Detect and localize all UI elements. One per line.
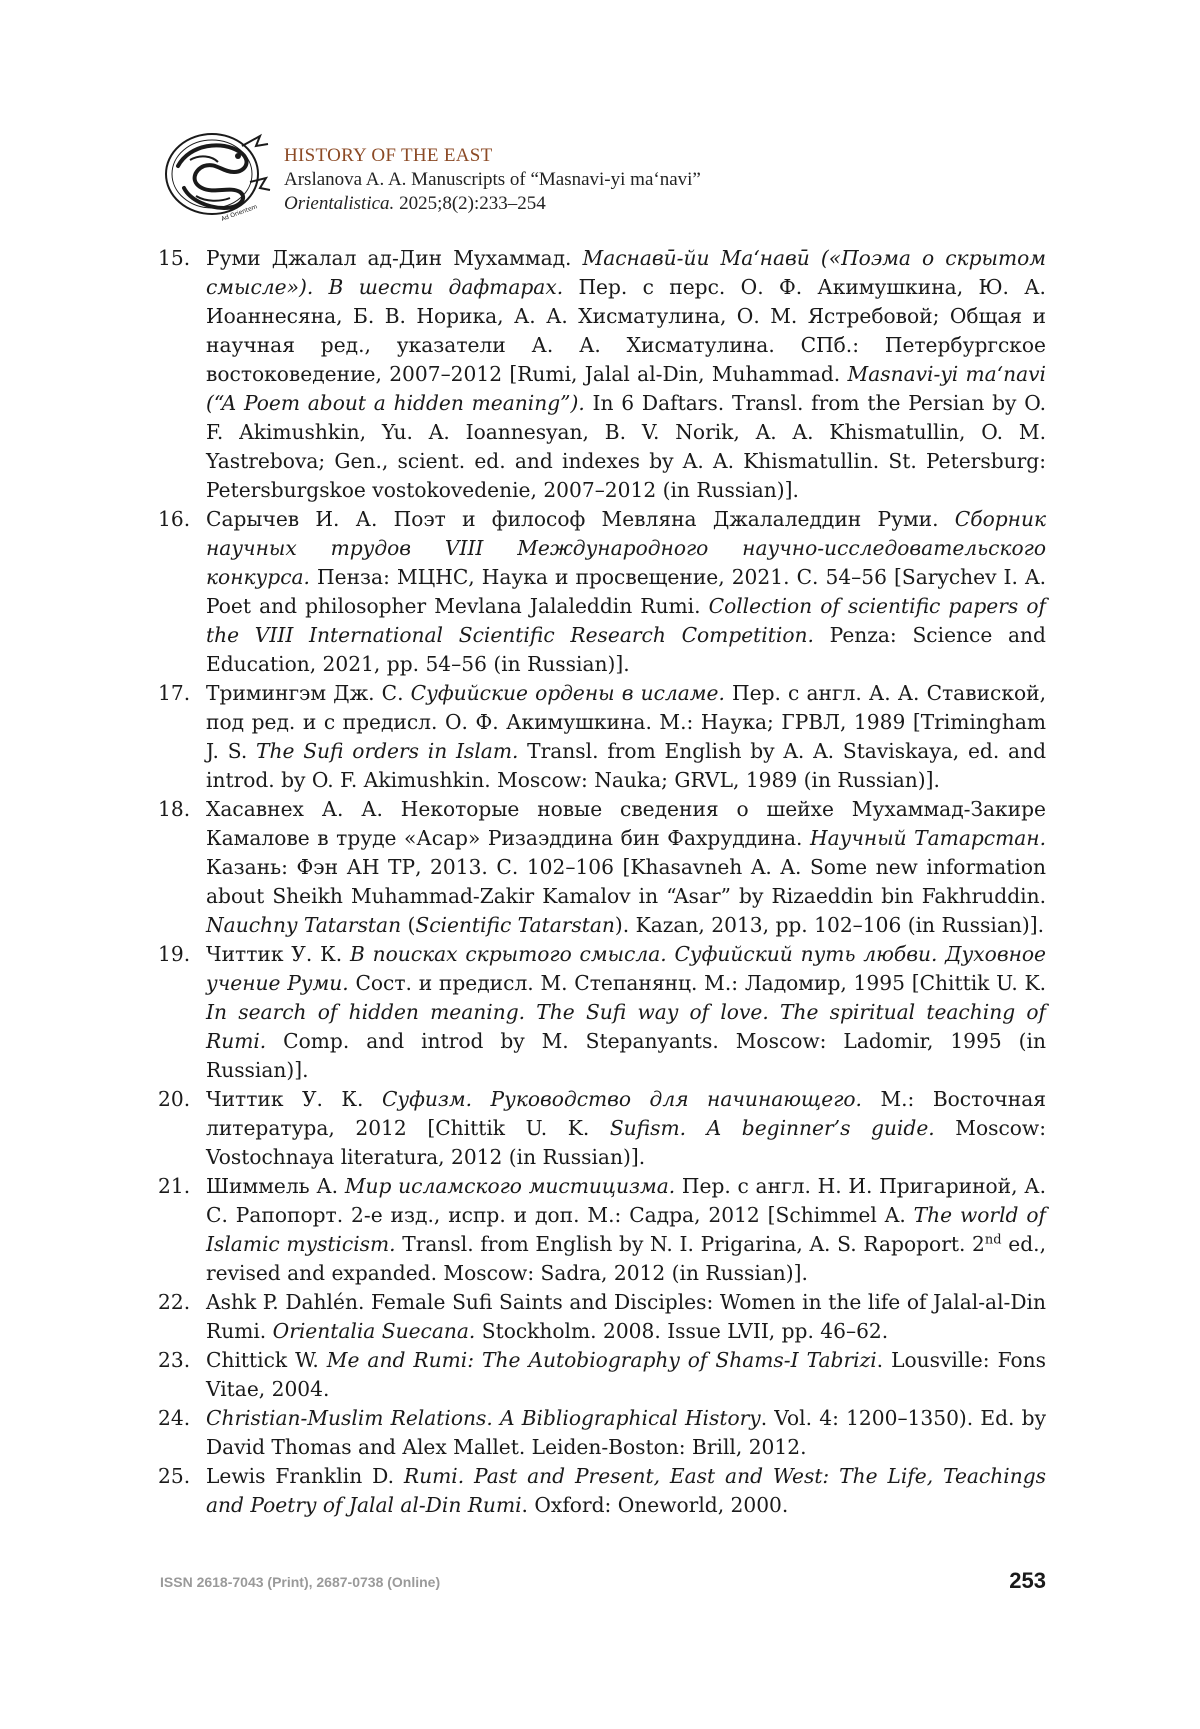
reference-title-italic: The Sufi orders in Islam. — [256, 739, 519, 763]
page-number: 253 — [1009, 1568, 1046, 1593]
reference-item — [158, 1288, 1046, 1346]
reference-title-italic: Маснавӣ-йи Ма‘навӣ («Поэма о скрытом смысле»). В шести дафтарах. — [206, 246, 1047, 299]
citation-line — [284, 192, 701, 216]
reference-item — [158, 244, 1046, 505]
reference-number: 17. — [158, 681, 191, 705]
reference-title-italic: Суфизм. Руководство для начинающего. — [381, 1087, 862, 1111]
reference-title-italic: Me and Rumi: The Autobiography of Shams-I Tabrizi — [326, 1348, 877, 1372]
reference-text: Lewis Franklin D. — [206, 1464, 404, 1488]
reference-title-italic: Мир исламского мистицизма. — [344, 1174, 676, 1198]
footer-issn: ISSN 2618-7043 (Print), 2687-0738 (Online) — [160, 1574, 441, 1590]
reference-text: Transl. from English by N. I. Prigarina, A. S. Rapoport. 2 — [395, 1232, 985, 1256]
reference-title-italic: Masnavi-yi ma‘navi (“A Poem about a hidden meaning”). — [206, 362, 1046, 415]
reference-text: Penza: Science and Education, 2021, pp. 54–56 (in Russian)]. — [206, 623, 1046, 676]
reference-text: . Lousville: Fons Vitae, 2004. — [206, 1348, 1046, 1401]
reference-text: . Oxford: Oneworld, 2000. — [521, 1493, 789, 1517]
reference-text: М.: Восточная литература, 2012 [Chittik U. K. — [206, 1087, 1047, 1140]
reference-text: Chittick W. — [206, 1348, 327, 1372]
article-running-title: Arslanova A. A. Manuscripts of “Masnavi-yi ma‘navi” — [284, 169, 701, 190]
reference-text: nd — [984, 1232, 1002, 1248]
reference-text: In 6 Daftars. Transl. from the Persian by O. F. Akimushkin, Yu. A. Ioannesyan, B. V. Norik, A. A. Khismatullin, O. M. Yastrebova; Gen., scient. ed. and indexes by A. A. Khismatullin. St. Petersburg: Petersburgskoe vostokovedenie, 2007–2012 (in Russian)]. — [206, 391, 1046, 502]
header-text — [284, 144, 701, 216]
reference-number: 15. — [158, 246, 191, 270]
reference-title-italic: Rumi. Past and Present, East and West: The Life, Teachings and Poetry of Jalal al-Din Rumi — [206, 1464, 1046, 1517]
reference-text: ed., revised and expanded. Moscow: Sadra, 2012 (in Russian)]. — [206, 1232, 1046, 1285]
reference-text: Пер. с англ. А. А. Ставиской, под ред. и с предисл. О. Ф. Акимушкина. М.: Наука; ГРВЛ, 1989 [Trimingham J. S. — [206, 681, 1046, 763]
reference-text: Шиммель А. — [206, 1174, 345, 1198]
reference-text: Сарычев И. А. Поэт и философ Мевляна Джалаледдин Руми. — [206, 507, 955, 531]
citation-journal: Orientalistica. — [284, 193, 395, 214]
reference-text: Moscow: Vostochnaya literatura, 2012 (in Russian)]. — [206, 1116, 1046, 1169]
reference-number: 18. — [158, 797, 191, 821]
reference-title-italic: In search of hidden meaning. The Sufi way of love. The spiritual teaching of Rumi. — [206, 1000, 1046, 1053]
reference-number: 19. — [158, 942, 191, 966]
reference-title-italic: Scientific Tatarstan — [415, 913, 615, 937]
reference-title-italic: Сборник научных трудов VIII Международного научно-исследовательского конкурса. — [206, 507, 1046, 589]
reference-number: 16. — [158, 507, 191, 531]
reference-item — [158, 1346, 1046, 1404]
reference-title-italic: The world of Islamic mysticism. — [206, 1203, 1046, 1256]
reference-title-italic: В поисках скрытого смысла. Суфийский путь любви. Духовное учение Руми. — [206, 942, 1046, 995]
reference-item — [158, 1172, 1046, 1288]
reference-text: Казань: Фэн АН ТР, 2013. С. 102–106 [Khasavneh A. A. Some new information about Sheikh Muhammad-Zakir Kamalov in “Asar” by Rizaeddin bin Fakhruddin. — [206, 855, 1046, 908]
reference-title-italic: Sufism. A beginner’s guide. — [609, 1116, 935, 1140]
journal-title: HISTORY OF THE EAST — [284, 145, 493, 166]
reference-item — [158, 1404, 1046, 1462]
reference-text: Тримингэм Дж. С. — [206, 681, 411, 705]
reference-title-italic: Nauchny Tatarstan — [206, 913, 402, 937]
logo-text: Ad Orientem — [220, 203, 259, 223]
citation-details: 2025;8(2):233–254 — [394, 193, 546, 214]
reference-text: Ashk P. Dahlén. Female Sufi Saints and Disciples: Women in the life of Jalal-al-Din Rumi. — [206, 1290, 1046, 1343]
reference-number: 21. — [158, 1174, 191, 1198]
reference-text: . Vol. 4: 1200–1350). Ed. by David Thomas and Alex Mallet. Leiden-Boston: Brill, 2012. — [206, 1406, 1046, 1459]
reference-text: Сост. и предисл. М. Степанянц. М.: Ладомир, 1995 [Chittik U. K. — [348, 971, 1046, 995]
reference-text: Руми Джалал ад-Дин Мухаммад. — [206, 246, 583, 270]
reference-text: ). Kazan, 2013, pp. 102–106 (in Russian)]. — [614, 913, 1045, 937]
reference-item — [158, 940, 1046, 1085]
reference-text: Пенза: МЦНС, Наука и просвещение, 2021. С. 54–56 [Sarychev I. A. Poet and philosopher Mevlana Jalaleddin Rumi. — [206, 565, 1046, 618]
reference-text: Transl. from English by A. A. Staviskaya, ed. and introd. by O. F. Akimushkin. Moscow: Nauka; GRVL, 1989 (in Russian)]. — [206, 739, 1046, 792]
reference-text: Stockholm. 2008. Issue LVII, pp. 46–62. — [475, 1319, 889, 1343]
reference-title-italic: Christian-Muslim Relations. A Bibliographical History — [206, 1406, 761, 1430]
reference-title-italic: Суфийские ордены в исламе. — [410, 681, 725, 705]
reference-text: Читтик У. К. — [206, 1087, 382, 1111]
reference-number: 24. — [158, 1406, 191, 1430]
reference-number: 22. — [158, 1290, 191, 1314]
reference-item — [158, 679, 1046, 795]
reference-title-italic: Научный Татарстан. — [809, 826, 1046, 850]
reference-text: Хасавнех А. А. Некоторые новые сведения о шейхе Мухаммад-Закире Камалове в труде «Асар» Ризаэддина бин Фахруддина. — [206, 797, 1046, 850]
reference-number: 20. — [158, 1087, 191, 1111]
journal-logo — [160, 126, 280, 226]
reference-item — [158, 505, 1046, 679]
reference-text: Читтик У. К. — [206, 942, 350, 966]
reference-text: Пер. с перс. О. Ф. Акимушкина, Ю. А. Иоаннесяна, Б. В. Норика, А. А. Хисматулина, О. М. Ястребовой; Общая и научная ред., указатели А. А. Хисматулина. СПб.: Петербургское востоковедение, 2007–2012 [Rumi, Jalal al-Din, Muhammad. — [206, 275, 1046, 386]
reference-text: Пер. с англ. Н. И. Пригариной, А. С. Рапопорт. 2-е изд., испр. и доп. М.: Садра, 2012 [Schimmel A. — [206, 1174, 1046, 1227]
reference-number: 25. — [158, 1464, 191, 1488]
page-header — [160, 126, 1060, 226]
reference-text: ( — [401, 913, 416, 937]
reference-item — [158, 1462, 1046, 1520]
reference-text: Comp. and introd by M. Stepanyants. Moscow: Ladomir, 1995 (in Russian)]. — [206, 1029, 1046, 1082]
reference-number: 23. — [158, 1348, 191, 1372]
reference-title-italic: Orientalia Suecana. — [272, 1319, 476, 1343]
reference-list — [158, 244, 1046, 1520]
reference-title-italic: Collection of scientific papers of the VIII International Scientific Research Competition. — [206, 594, 1046, 647]
reference-item — [158, 795, 1046, 940]
reference-item — [158, 1085, 1046, 1172]
